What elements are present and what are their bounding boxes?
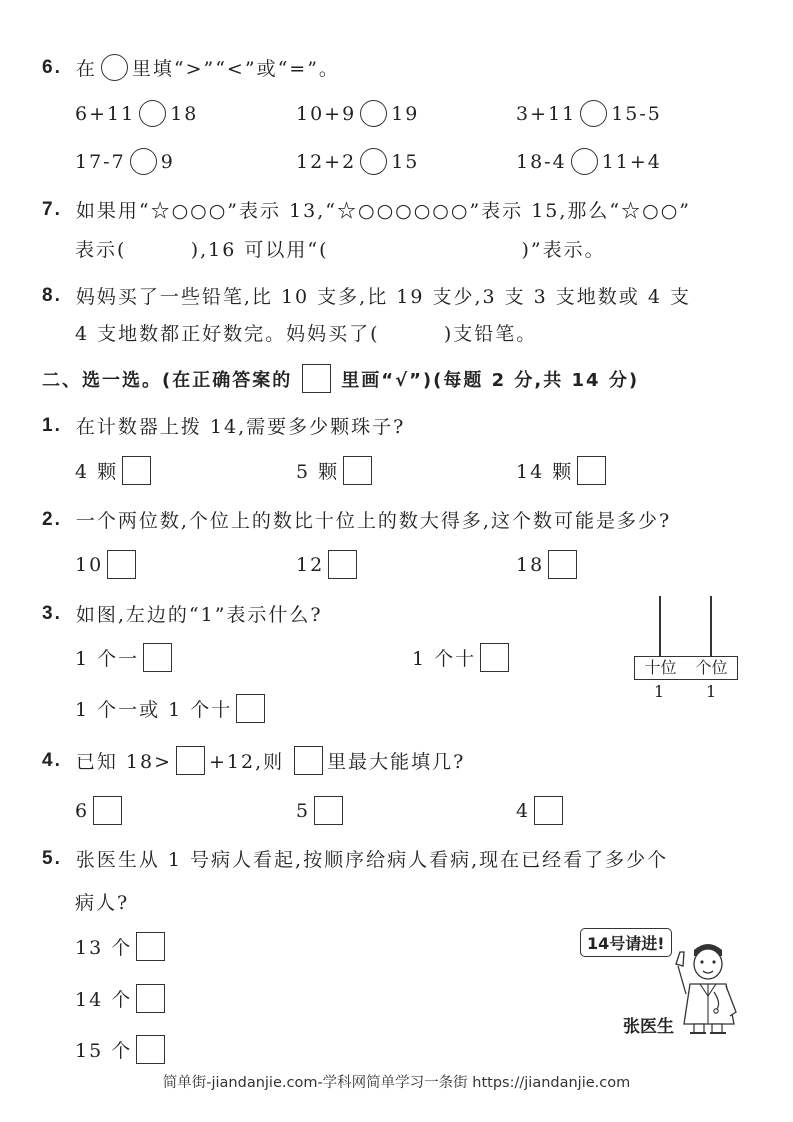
q6-text-b: 里填“>”“<”或“=”。: [131, 58, 340, 80]
option-checkbox[interactable]: [143, 643, 172, 672]
c3-number: 3.: [42, 602, 62, 624]
q8-line1: [42, 282, 691, 309]
option-label: 1 个一: [75, 648, 140, 670]
option-label: 4 颗: [75, 461, 119, 483]
c3-option: [75, 694, 265, 723]
option-checkbox[interactable]: [136, 1035, 165, 1064]
option-checkbox[interactable]: [136, 932, 165, 961]
option-checkbox[interactable]: [480, 643, 509, 672]
option-checkbox[interactable]: [122, 456, 151, 485]
speech-text: 14号请进!: [587, 934, 665, 953]
c3-text: 如图,左边的“1”表示什么?: [75, 604, 323, 626]
q8-line2: 4 支地数都正好数完。妈妈买了( )支铅笔。: [75, 323, 538, 345]
blank-box: [176, 746, 205, 775]
abacus-rod-ones: [710, 596, 712, 656]
option-label: 15 个: [75, 1040, 133, 1062]
q8-text: 妈妈买了一些铅笔,比 10 支多,比 19 支少,3 支 3 支地数或 4 支: [75, 286, 691, 308]
c1-option: [75, 456, 151, 485]
answer-circle[interactable]: [571, 148, 598, 175]
option-checkbox[interactable]: [107, 550, 136, 579]
c4-question: [42, 746, 465, 775]
c2-option: [516, 550, 577, 579]
expr-right: 15-5: [611, 102, 662, 125]
blank-box: [294, 746, 323, 775]
q7-line2: 表示( ),16 可以用“( )”表示。: [75, 239, 606, 261]
c5-question-line2: 病人?: [75, 892, 130, 914]
c2-option: [296, 550, 357, 579]
option-checkbox[interactable]: [328, 550, 357, 579]
expr-left: 17-7: [75, 150, 126, 173]
abacus-base: [634, 656, 738, 680]
option-label: 1 个一或 1 个十: [75, 699, 233, 721]
option-label: 14 个: [75, 989, 133, 1011]
c5-number: 5.: [42, 847, 62, 869]
abacus-ones-label: 个位: [695, 658, 728, 677]
option-label: 12: [296, 553, 325, 576]
expr-right: 19: [391, 102, 420, 125]
c4-number: 4.: [42, 749, 62, 771]
option-checkbox[interactable]: [136, 984, 165, 1013]
checkbox-sample: [302, 364, 331, 393]
option-checkbox[interactable]: [343, 456, 372, 485]
option-label: 5: [296, 799, 311, 822]
c2-text: 一个两位数,个位上的数比十位上的数大得多,这个数可能是多少?: [75, 510, 672, 532]
c1-option: [516, 456, 606, 485]
expr-right: 9: [160, 150, 175, 173]
abacus-figure: [634, 596, 740, 708]
option-checkbox[interactable]: [548, 550, 577, 579]
expr-left: 12+2: [296, 150, 357, 173]
abacus-tens-label: 十位: [644, 658, 677, 677]
abacus-tens-digit: 1: [654, 682, 665, 701]
compare-circle: [101, 54, 128, 81]
c4-text-b: +12,则: [209, 751, 285, 773]
expr-left: 10+9: [296, 102, 357, 125]
option-checkbox[interactable]: [236, 694, 265, 723]
option-label: 5 颗: [296, 461, 340, 483]
c1-question: [42, 412, 405, 439]
q6-item: [75, 100, 198, 127]
expr-left: 6+11: [75, 102, 136, 125]
answer-circle[interactable]: [130, 148, 157, 175]
q7-number: 7.: [42, 198, 62, 220]
c2-number: 2.: [42, 508, 62, 530]
expr-right: 15: [391, 150, 420, 173]
doctor-illustration: [664, 936, 744, 1036]
q6-item: [296, 148, 419, 175]
page-footer: 简单街-jiandanjie.com-学科网简单学习一条街 https://jiandanjie.com: [162, 1075, 631, 1091]
q6-text-a: 在: [75, 58, 97, 80]
doctor-label: 张医生: [623, 1017, 674, 1037]
option-label: 13 个: [75, 937, 133, 959]
answer-circle[interactable]: [360, 148, 387, 175]
c5-question-line1: [42, 845, 668, 872]
q6-item: [516, 148, 662, 175]
c5-text: 张医生从 1 号病人看起,按顺序给病人看病,现在已经看了多少个: [75, 849, 669, 871]
abacus-ones-digit: 1: [706, 682, 717, 701]
option-checkbox[interactable]: [93, 796, 122, 825]
section2-title-a: 二、选一选。(在正确答案的: [42, 369, 293, 391]
q6-item: [75, 148, 175, 175]
expr-left: 3+11: [516, 102, 577, 125]
c2-option: [75, 550, 136, 579]
c4-text-a: 已知 18>: [75, 751, 172, 773]
c4-option: [516, 796, 563, 825]
option-checkbox[interactable]: [534, 796, 563, 825]
option-label: 14 颗: [516, 461, 574, 483]
answer-circle[interactable]: [580, 100, 607, 127]
section2-title-b: 里画“√”)(每题 2 分,共 14 分): [341, 369, 640, 391]
section2-title: [42, 364, 639, 393]
q6-item: [516, 100, 662, 127]
q6-prompt: [42, 54, 340, 81]
abacus-rod-tens: [659, 596, 661, 656]
answer-circle[interactable]: [139, 100, 166, 127]
c1-number: 1.: [42, 414, 62, 436]
option-label: 18: [516, 553, 545, 576]
answer-circle[interactable]: [360, 100, 387, 127]
expr-left: 18-4: [516, 150, 567, 173]
c2-question: [42, 506, 671, 533]
expr-right: 11+4: [601, 150, 662, 173]
option-label: 1 个十: [412, 648, 477, 670]
option-label: 4: [516, 799, 531, 822]
expr-right: 18: [170, 102, 199, 125]
c5-option: [75, 1035, 165, 1064]
c4-option: [296, 796, 343, 825]
c5-option: [75, 932, 165, 961]
c5-option: [75, 984, 165, 1013]
c1-option: [296, 456, 372, 485]
q6-number: 6.: [42, 56, 62, 78]
option-checkbox[interactable]: [577, 456, 606, 485]
c3-question: [42, 600, 323, 627]
c3-option: [412, 643, 509, 672]
c3-option: [75, 643, 172, 672]
option-label: 6: [75, 799, 90, 822]
q6-item: [296, 100, 419, 127]
speech-bubble: [580, 928, 672, 957]
c1-text: 在计数器上拨 14,需要多少颗珠子?: [75, 416, 406, 438]
q8-number: 8.: [42, 284, 62, 306]
c4-text-c: 里最大能填几?: [327, 751, 466, 773]
q7-text: 如果用“☆○○○”表示 13,“☆○○○○○○”表示 15,那么“☆○○”: [75, 200, 692, 222]
option-label: 10: [75, 553, 104, 576]
c4-option: [75, 796, 122, 825]
q7-line1: [42, 196, 691, 223]
option-checkbox[interactable]: [314, 796, 343, 825]
